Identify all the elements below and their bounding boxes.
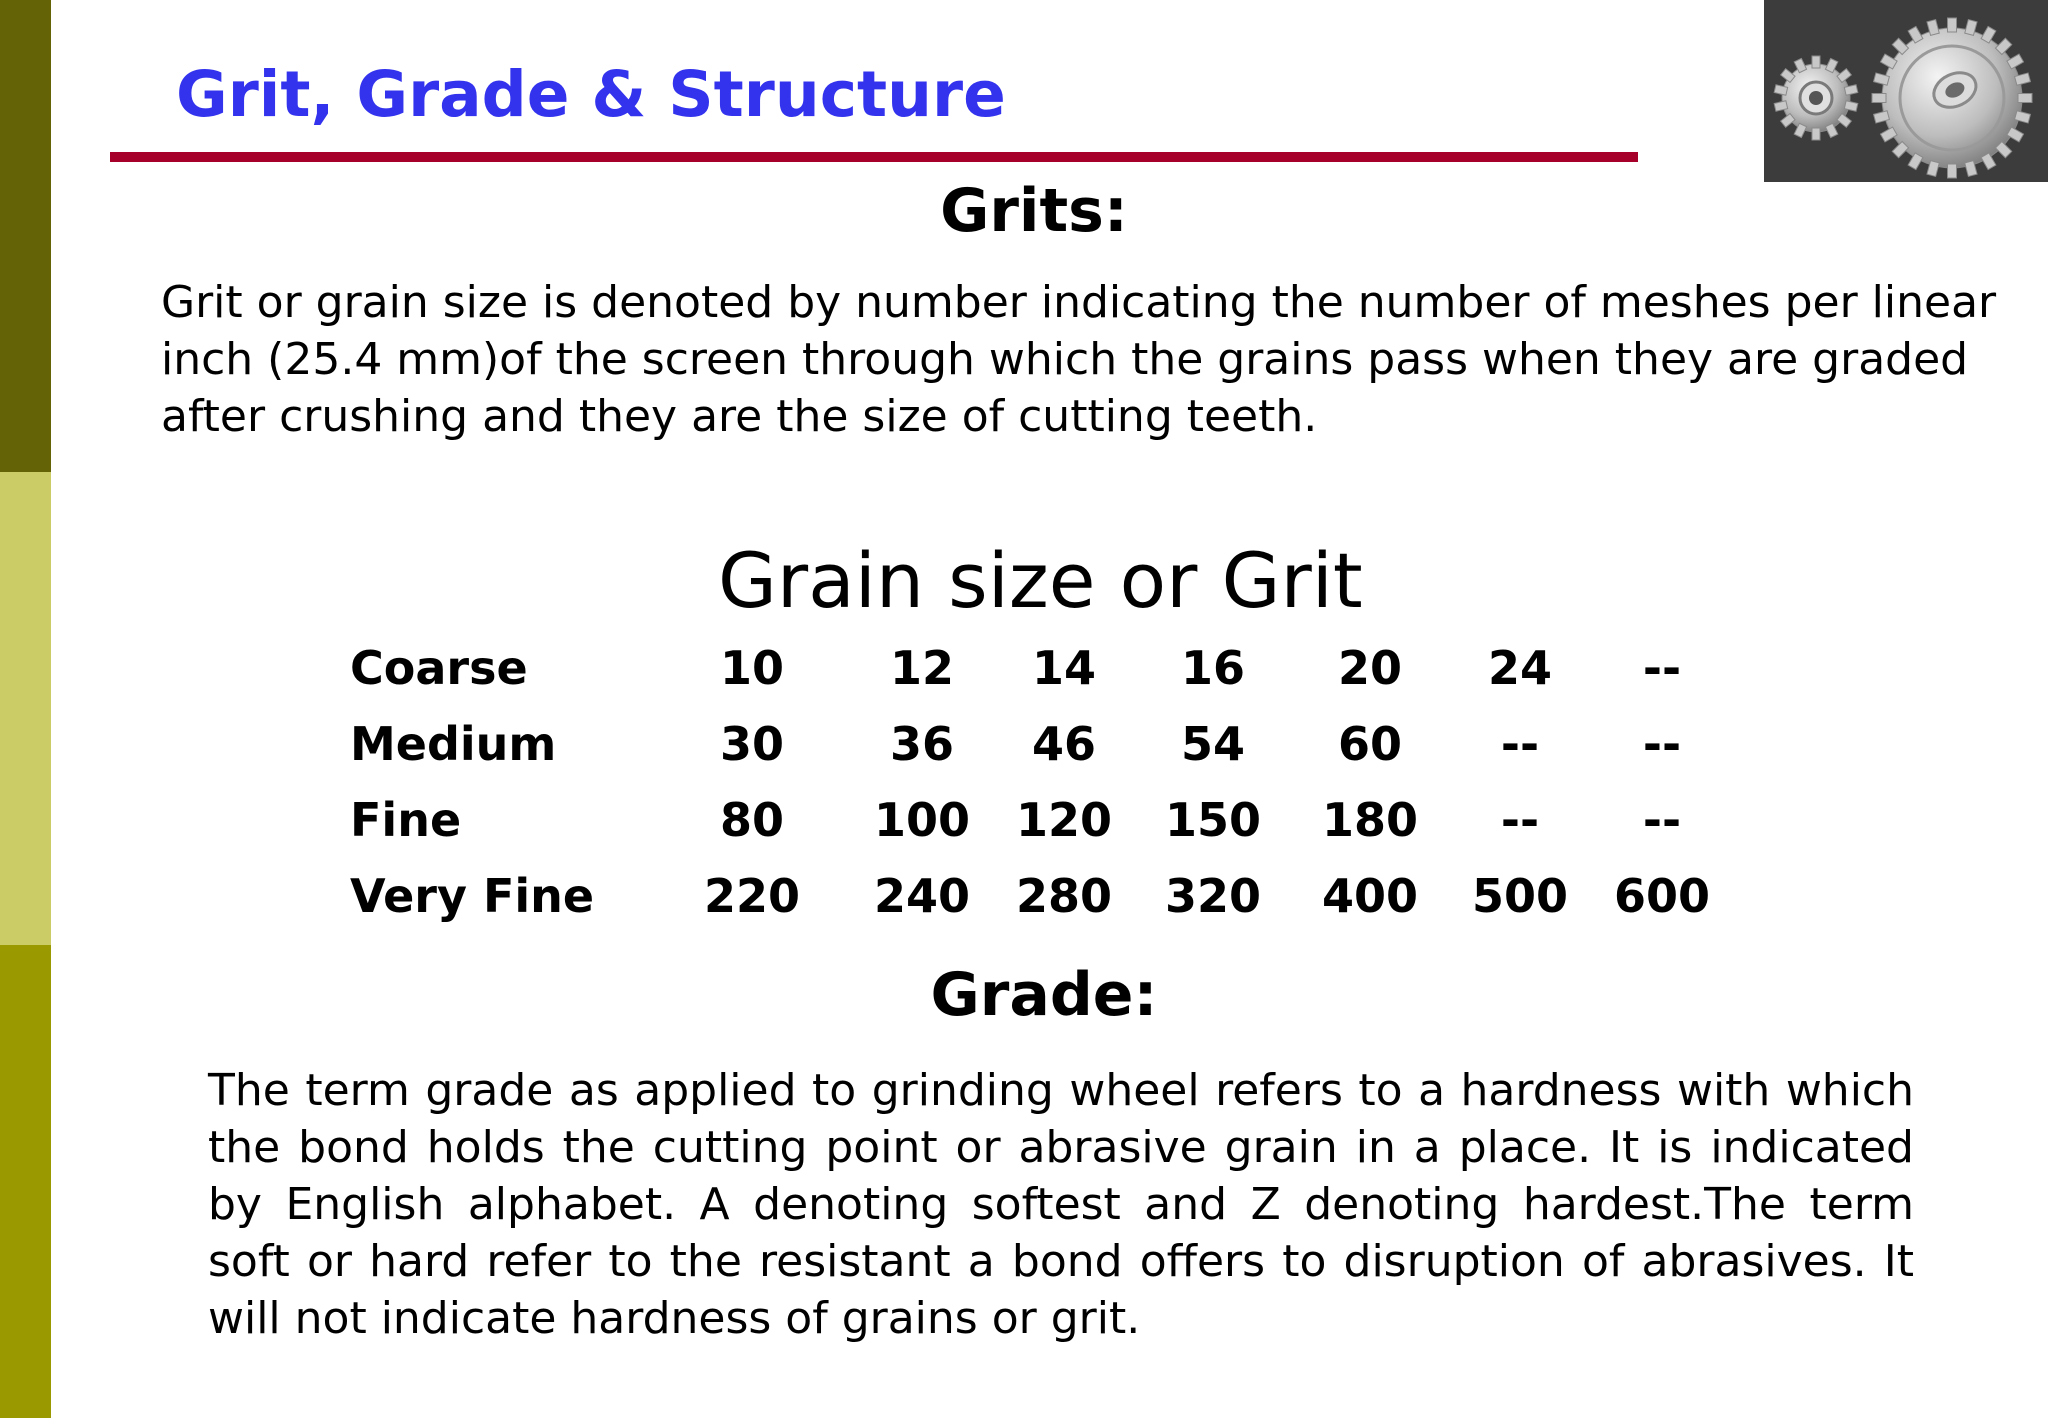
table-cell: 36 bbox=[889, 717, 955, 771]
gears-icon bbox=[1764, 0, 2048, 182]
table-cell: 240 bbox=[873, 869, 971, 923]
table-cell: 60 bbox=[1337, 717, 1403, 771]
table-cell: -- bbox=[1642, 641, 1682, 695]
table-row bbox=[0, 869, 2048, 945]
table-cell: 54 bbox=[1180, 717, 1246, 771]
row-label: Fine bbox=[350, 793, 462, 847]
grits-paragraph: Grit or grain size is denoted by number indicating the number of meshes per linear inch (25.4 mm)of the screen through which the grains pass when they are graded after crushing and they are the size of cutting teeth. bbox=[161, 277, 1997, 442]
title-underline bbox=[110, 152, 1638, 162]
table-cell: -- bbox=[1500, 717, 1540, 771]
slide-title: Grit, Grade & Structure bbox=[176, 58, 1006, 131]
table-cell: 12 bbox=[889, 641, 955, 695]
grade-paragraph: The term grade as applied to grinding wheel refers to a hardness with which the bond holds the cutting point or abrasive grain in a place. It is indicated by English alphabet. A denoting softest and Z denoting hardest.The term soft or hard refer to the resistant a bond offers to disruption of abrasives. It will not indicate hardness of grains or grit. bbox=[208, 1065, 1914, 1344]
grain-size-table-title: Grain size or Grit bbox=[718, 536, 1363, 625]
table-cell: 16 bbox=[1180, 641, 1246, 695]
table-cell: -- bbox=[1642, 793, 1682, 847]
table-cell: 120 bbox=[1015, 793, 1113, 847]
table-cell: 14 bbox=[1031, 641, 1097, 695]
table-cell: 400 bbox=[1321, 869, 1419, 923]
table-cell: 180 bbox=[1321, 793, 1419, 847]
grits-heading: Grits: bbox=[940, 176, 1128, 246]
table-cell: 320 bbox=[1164, 869, 1262, 923]
table-cell: 220 bbox=[703, 869, 801, 923]
table-cell: 30 bbox=[719, 717, 785, 771]
table-cell: 500 bbox=[1471, 869, 1569, 923]
table-cell: 46 bbox=[1031, 717, 1097, 771]
table-cell: -- bbox=[1500, 793, 1540, 847]
row-label: Very Fine bbox=[350, 869, 595, 923]
table-cell: 150 bbox=[1164, 793, 1262, 847]
table-cell: 10 bbox=[719, 641, 785, 695]
table-cell: 24 bbox=[1487, 641, 1553, 695]
table-row bbox=[0, 641, 2048, 717]
table-cell: 280 bbox=[1015, 869, 1113, 923]
table-cell: 80 bbox=[719, 793, 785, 847]
table-row bbox=[0, 793, 2048, 869]
table-row bbox=[0, 717, 2048, 793]
row-label: Coarse bbox=[350, 641, 528, 695]
table-cell: 20 bbox=[1337, 641, 1403, 695]
table-cell: 100 bbox=[873, 793, 971, 847]
grade-heading: Grade: bbox=[930, 960, 1158, 1030]
table-cell: -- bbox=[1642, 717, 1682, 771]
table-cell: 600 bbox=[1613, 869, 1711, 923]
row-label: Medium bbox=[350, 717, 557, 771]
